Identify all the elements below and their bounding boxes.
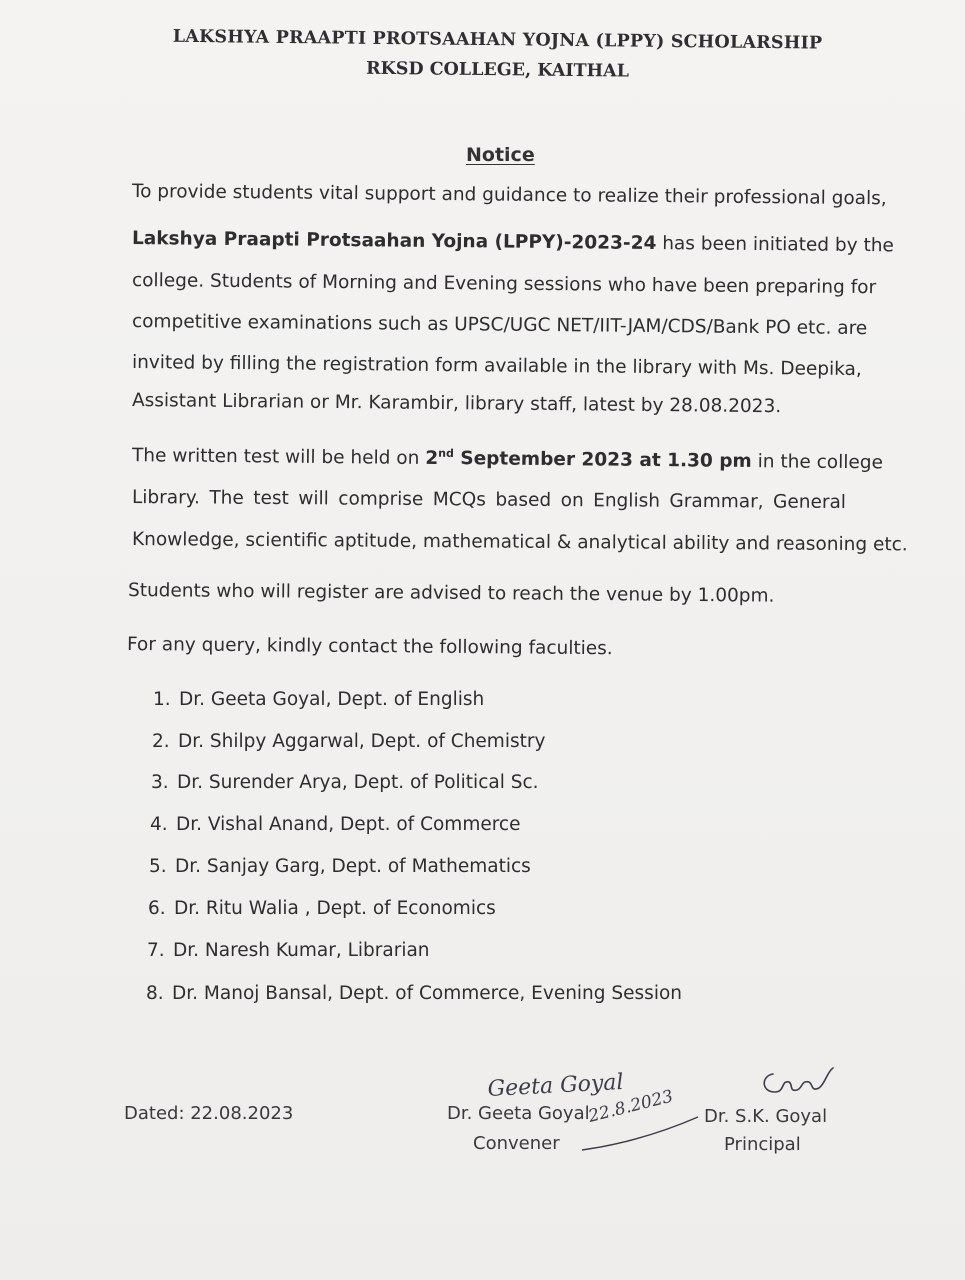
- paragraph-3: Students who will register are advised to reach the venue by 1.00pm.: [127, 580, 775, 607]
- list-item: [152, 731, 545, 752]
- test-day: 2: [425, 447, 439, 470]
- scheme-title: LAKSHYA PRAAPTI PROTSAAHAN YOJNA (LPPY) SCHOLARSHIP: [172, 26, 823, 54]
- list-item-text: Dr. Geeta Goyal, Dept. of English: [179, 689, 485, 710]
- list-item-number: 4.: [150, 814, 168, 835]
- list-item: [151, 772, 539, 793]
- test-intro-text: The written test will be held on: [131, 445, 420, 469]
- list-item: [147, 940, 430, 961]
- list-item: [149, 856, 531, 877]
- list-item: [146, 983, 682, 1004]
- list-item-text: Dr. Vishal Anand, Dept. of Commerce: [176, 814, 521, 835]
- list-item: [148, 898, 496, 919]
- principal-signature-stroke: [764, 1068, 833, 1092]
- notice-heading: Notice: [466, 144, 535, 166]
- list-item-number: 3.: [151, 772, 169, 793]
- convener-role: Convener: [473, 1133, 560, 1154]
- paragraph-1-line-5: invited by filling the registration form available in the library with Ms. Deepika,: [131, 352, 862, 381]
- list-item-number: 6.: [148, 898, 166, 919]
- scheme-name-bold: Lakshya Praapti Protsaahan Yojna (LPPY)-2023-24: [131, 228, 657, 255]
- list-item-number: 7.: [147, 940, 165, 961]
- test-day-suffix: nd: [438, 446, 454, 461]
- paragraph-1-line-3: college. Students of Morning and Evening sessions who have been preparing for: [131, 270, 877, 299]
- list-item-number: 1.: [153, 689, 171, 710]
- paragraph-1-line-6: Assistant Librarian or Mr. Karambir, library staff, latest by 28.08.2023.: [131, 390, 782, 418]
- principal-role: Principal: [724, 1134, 801, 1155]
- paragraph-1-line-4: competitive examinations such as UPSC/UGC NET/IIT-JAM/CDS/Bank PO etc. are: [131, 311, 868, 340]
- list-item-text: Dr. Manoj Bansal, Dept. of Commerce, Evening Session: [172, 983, 682, 1004]
- paragraph-2-line-1: [131, 444, 884, 474]
- paragraph-1-line-2-rest: has been initiated by the: [662, 233, 894, 257]
- list-item-text: Dr. Ritu Walia , Dept. of Economics: [174, 898, 496, 919]
- convener-sign-date: 22.8.2023: [586, 1086, 676, 1127]
- list-item-number: 5.: [149, 856, 167, 877]
- test-venue-text: in the college: [757, 451, 884, 474]
- principal-signature: [755, 1062, 845, 1102]
- college-name: RKSD COLLEGE, KAITHAL: [365, 58, 630, 82]
- paragraph-2-line-3: Knowledge, scientific aptitude, mathematical & analytical ability and reasoning etc.: [131, 529, 908, 556]
- dated-label: Dated: 22.08.2023: [124, 1103, 294, 1124]
- test-date-time: September 2023 at 1.30 pm: [460, 448, 752, 473]
- list-item-text: Dr. Shilpy Aggarwal, Dept. of Chemistry: [178, 731, 546, 752]
- list-item-text: Dr. Surender Arya, Dept. of Political Sc.: [177, 772, 539, 793]
- paragraph-1-line-2: [131, 228, 894, 257]
- paragraph-2-line-2: Library. The test will comprise MCQs based on English Grammar, General: [131, 487, 847, 513]
- convener-name: Dr. Geeta Goyal: [447, 1103, 590, 1124]
- paragraph-1-line-1: To provide students vital support and guidance to realize their professional goals,: [131, 181, 887, 210]
- list-item-text: Dr. Sanjay Garg, Dept. of Mathematics: [175, 856, 531, 877]
- paragraph-4: For any query, kindly contact the following faculties.: [126, 634, 613, 660]
- list-item-text: Dr. Naresh Kumar, Librarian: [173, 940, 430, 961]
- principal-name: Dr. S.K. Goyal: [704, 1106, 828, 1127]
- list-item: [153, 689, 484, 710]
- convener-signature-text: Geeta Goyal: [487, 1069, 625, 1102]
- test-date-bold: [425, 448, 752, 472]
- list-item: [150, 814, 520, 835]
- list-item-number: 2.: [152, 731, 170, 752]
- list-item-number: 8.: [146, 983, 164, 1004]
